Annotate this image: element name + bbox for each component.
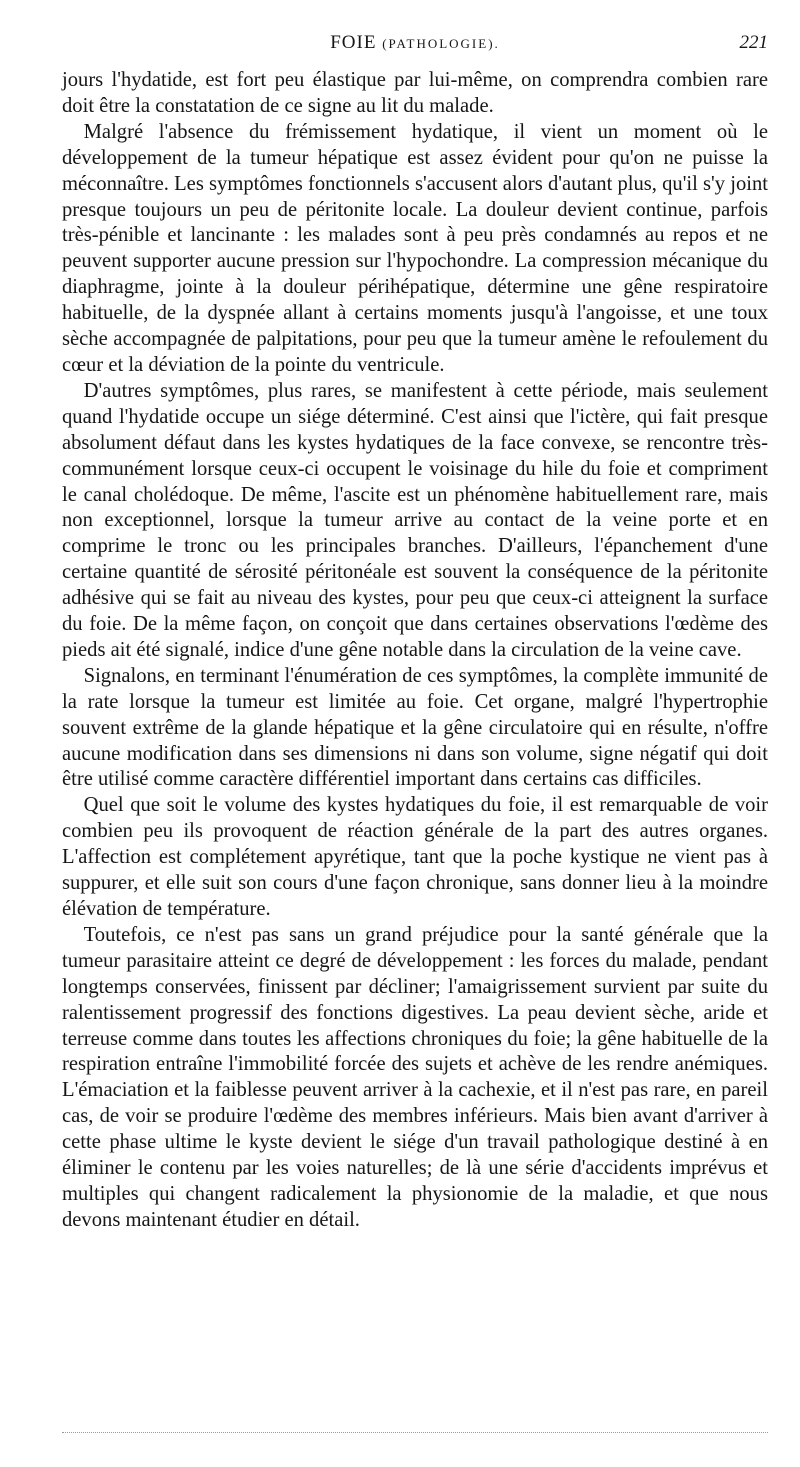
running-head xyxy=(62,32,768,58)
book-page xyxy=(62,32,768,1234)
running-title-subtitle: (PATHOLOGIE). xyxy=(382,36,500,51)
body-text xyxy=(62,68,768,1234)
paragraph-general-reaction: Quel que soit le volume des kystes hydatiques du foie, il est remarquable de voir combien peu ils provoquent de réaction générale de la part des autres organes. L'affection est complétement apyrétique, tant que la poche kystique ne vient pas à suppurer, et elle suit son cours d'une façon chronique, sans donner lieu à la moindre élévation de température. xyxy=(62,794,768,920)
paragraph-rarer-symptoms: D'autres symptômes, plus rares, se manifestent à cette période, mais seulement quand l'hydatide occupe un siége déterminé. C'est ainsi que l'ictère, qui fait presque absolument défaut dans les kystes hydatiques de la face convexe, se rencontre très-communément lorsque ceux-ci occupent le voisinage du hile du foie et compriment le canal cholédoque. De même, l'ascite est un phénomène habituellement rare, mais non exceptionnel, lorsque la tumeur arrive au contact de la veine porte et en comprime le tronc ou les principales branches. D'ailleurs, l'épanchement d'une certaine quantité de sérosité péritonéale est souvent la conséquence de la péritonite adhésive qui se fait au niveau des kystes, pour peu que ceux-ci atteignent la surface du foie. De la même façon, on conçoit que dans certaines observations l'œdème des pieds ait été signalé, indice d'une gêne notable dans la circulation de la veine cave. xyxy=(62,379,768,661)
running-title xyxy=(62,32,768,54)
page-number: 221 xyxy=(739,32,768,53)
paragraph-general-health: Toutefois, ce n'est pas sans un grand préjudice pour la santé générale que la tumeur parasitaire atteint ce degré de développement : les forces du malade, pendant longtemps conservées, finissent par décliner; l'amaigrissement survient par suite du ralentissement progressif des fonctions digestives. La peau devient sèche, aride et terreuse comme dans toutes les affections chroniques du foie; la gêne habituelle de la respiration entraîne l'immobilité forcée des sujets et achève de les rendre anémiques. L'émaciation et la faiblesse peuvent arriver à la cachexie, et il n'est pas rare, en pareil cas, de voir se produire l'œdème des membres inférieurs. Mais bien avant d'arriver à cette phase ultime le kyste devient le siége d'un travail pathologique destiné à en éliminer le contenu par les voies naturelles; de là une série d'accidents imprévus et multiples qui changent radicalement la physionomie de la maladie, et que nous devons maintenant étudier en détail. xyxy=(62,923,768,1231)
paragraph-spleen-immunity: Signalons, en terminant l'énumération de ces symptômes, la complète immunité de la rate lorsque la tumeur est limitée au foie. Cet organe, malgré l'hypertrophie souvent extrême de la glande hépatique et la gêne circulatoire qui en résulte, n'offre aucune modification dans ses dimensions ni dans son volume, signe négatif qui doit être utilisé comme caractère différentiel important dans certains cas difficiles. xyxy=(62,664,768,791)
paragraph-hepatic-tumor-symptoms: Malgré l'absence du frémissement hydatique, il vient un moment où le développement de la tumeur hépatique est assez évident pour qu'on ne puisse la méconnaître. Les symptômes fonctionnels s'accusent alors d'autant plus, qu'il s'y joint presque toujours un peu de péritonite locale. La douleur devient continue, parfois très-pénible et lancinante : les malades sont à peu près condamnés au repos et ne peuvent supporter aucune pression sur l'hypochondre. La compression mécanique du diaphragme, jointe à la douleur périhépatique, détermine une gêne respiratoire habituelle, de la dyspnée allant à certains moments jusqu'à l'angoisse, et une toux sèche accompagnée de palpitations, pour peu que la tumeur amène le refoulement du cœur et la déviation de la pointe du ventricule. xyxy=(62,120,768,376)
page-bottom-rule xyxy=(62,1432,768,1433)
running-title-main: FOIE xyxy=(330,32,377,53)
paragraph-continuation: jours l'hydatide, est fort peu élastique par lui-même, on comprendra combien rare doit être la constatation de ce signe au lit du malade. xyxy=(62,69,768,117)
